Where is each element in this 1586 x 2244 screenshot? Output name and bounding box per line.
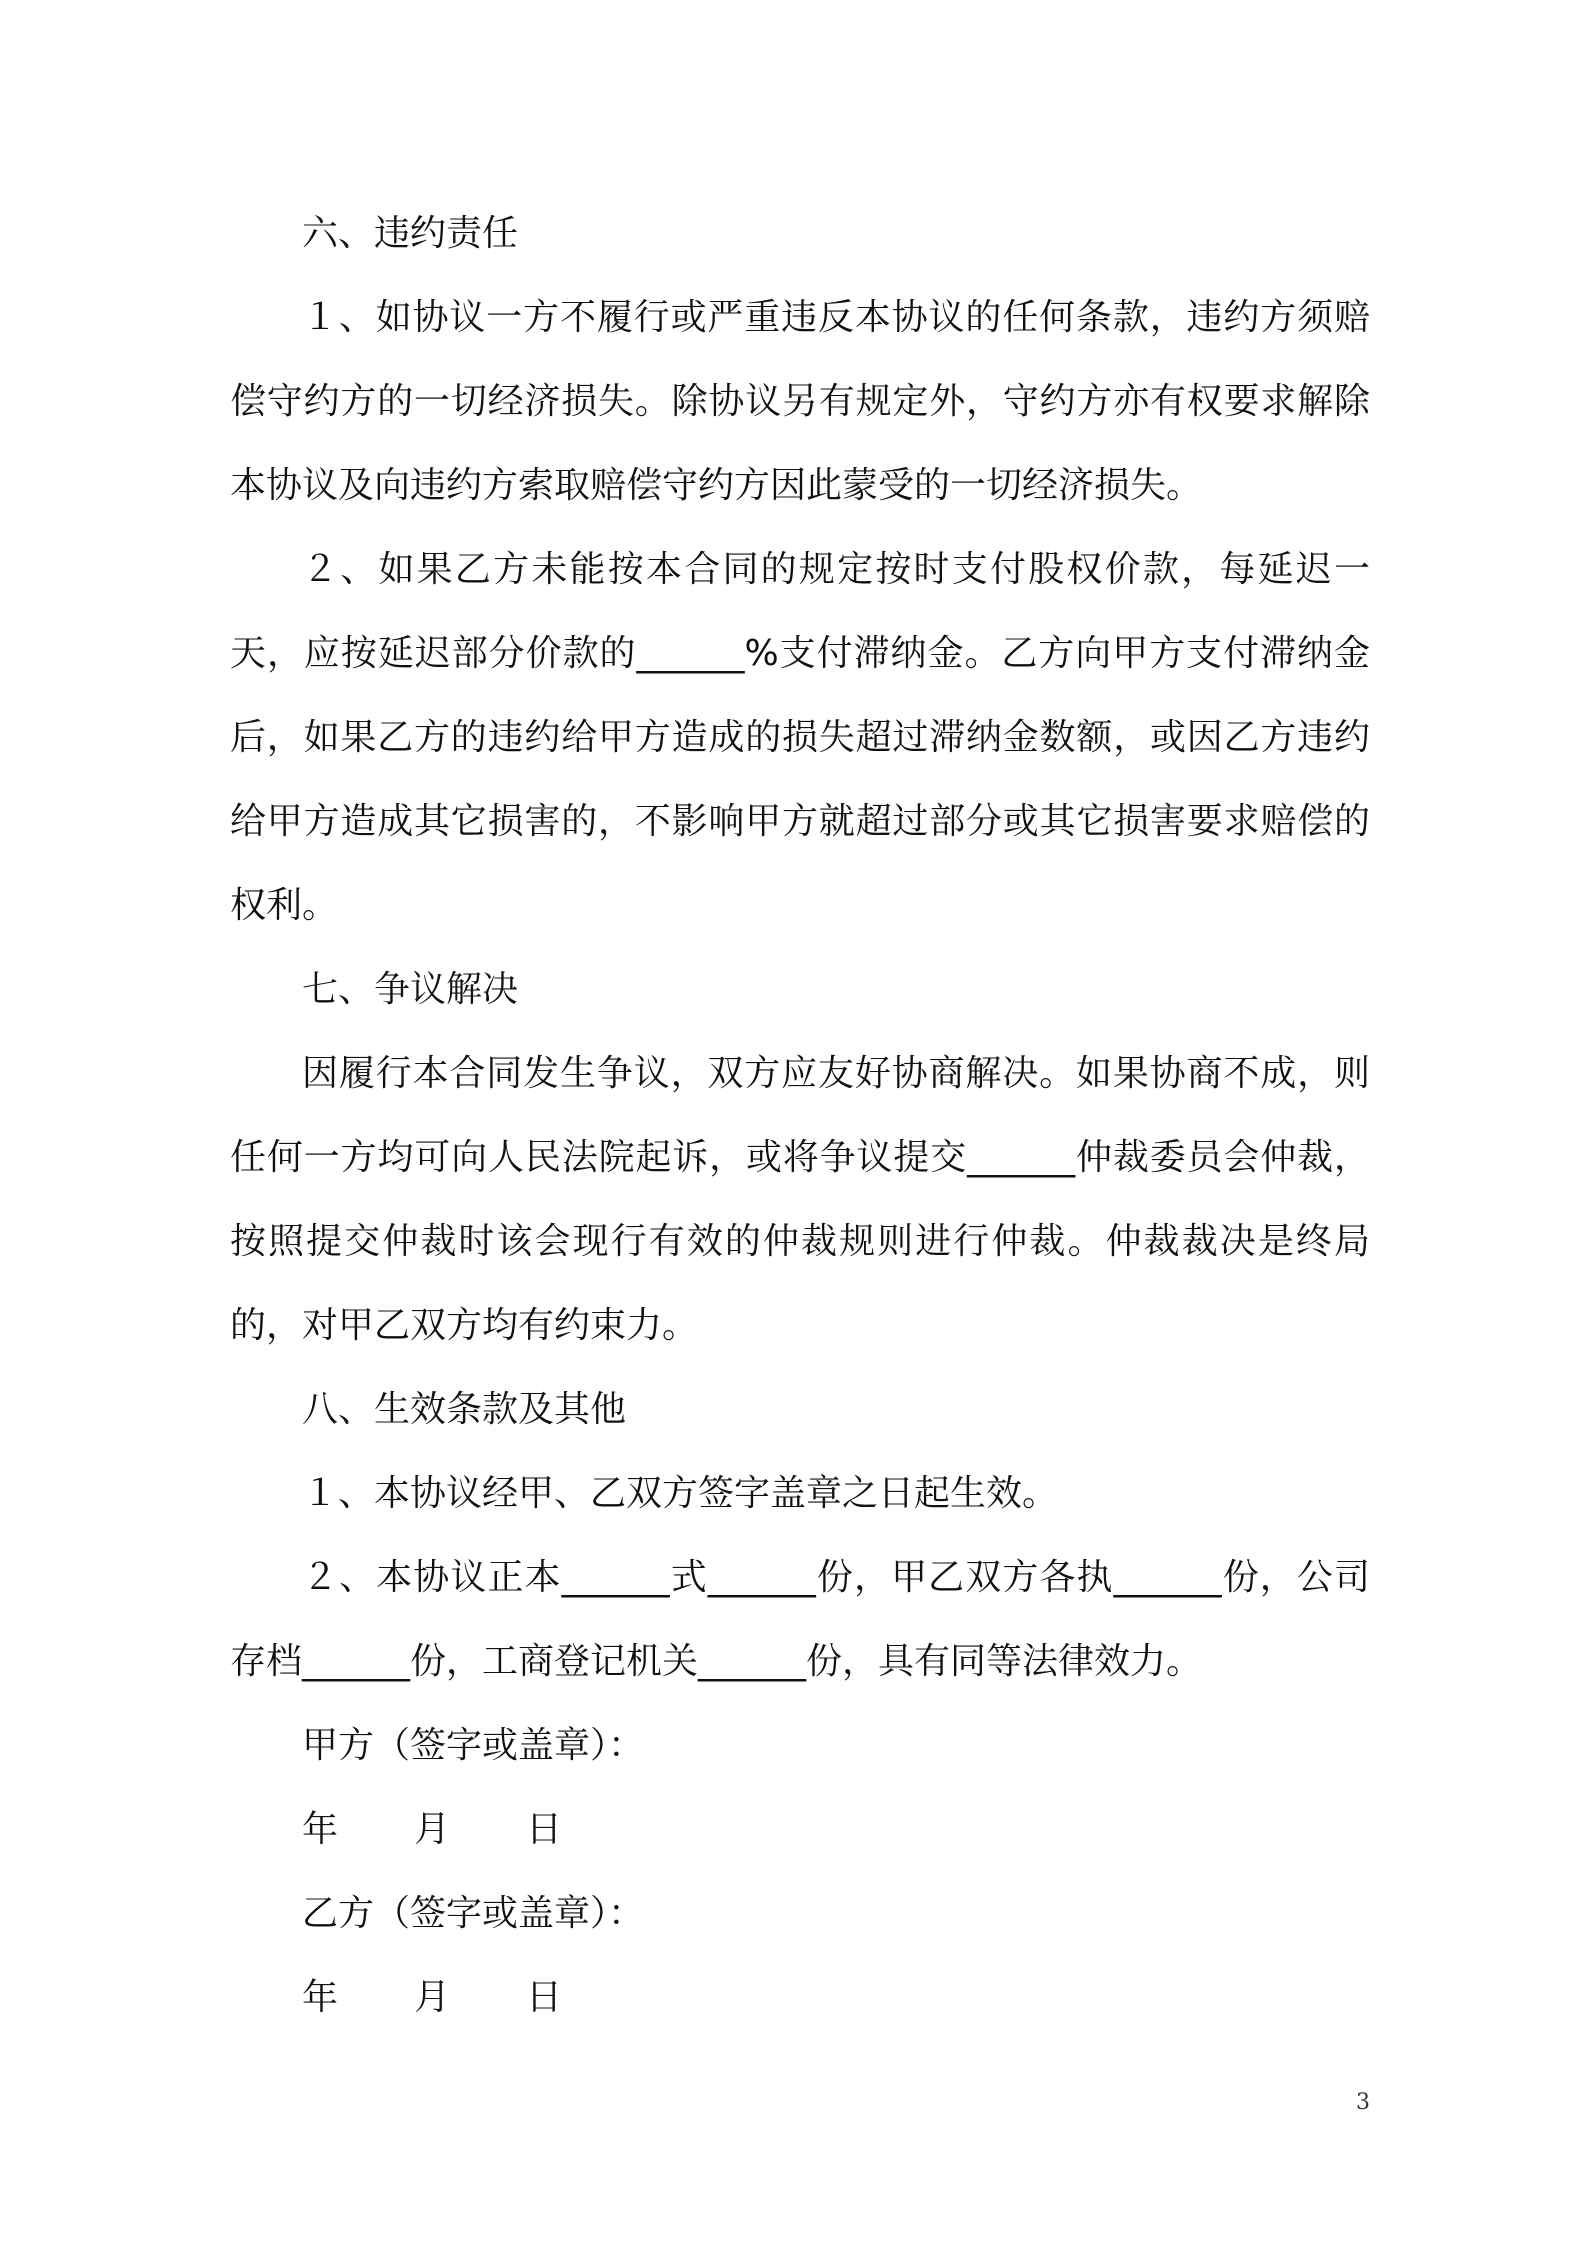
date-day-label: 日 bbox=[526, 1977, 563, 2018]
date-day-label: 日 bbox=[526, 1809, 563, 1850]
party-b-date-line bbox=[230, 1956, 1370, 2040]
section-heading-dispute-resolution: 七、争议解决 bbox=[302, 969, 519, 1010]
page-number: 3 bbox=[1356, 2090, 1370, 2115]
section-heading-breach-liability: 六、违约责任 bbox=[302, 213, 519, 254]
document-body bbox=[230, 192, 1370, 2040]
party-b-signature-line: 乙方（签字或盖章）： bbox=[302, 1893, 645, 1934]
breach-clause-1: １、如协议一方不履行或严重违反本协议的任何条款，违约方须赔偿守约方的一切经济损失。除协议另有规定外，守约方亦有权要求解除本协议及向违约方索取赔偿守约方因此蒙受的一切经济损失。 bbox=[230, 297, 1370, 506]
dispute-clause: 因履行本合同发生争议，双方应友好协商解决。如果协商不成，则任何一方均可向人民法院起诉，或将争议提交______仲裁委员会仲裁，按照提交仲裁时该会现行有效的仲裁规则进行仲裁。仲裁裁决是终局的，对甲乙双方均有约束力。 bbox=[230, 1053, 1370, 1346]
breach-clause-2: ２、如果乙方未能按本合同的规定按时支付股权价款，每延迟一天，应按延迟部分价款的______%支付滞纳金。乙方向甲方支付滞纳金后，如果乙方的违约给甲方造成的损失超过滞纳金数额，或因乙方违约给甲方造成其它损害的，不影响甲方就超过部分或其它损害要求赔偿的权利。 bbox=[230, 549, 1370, 926]
party-a-signature-line: 甲方（签字或盖章）： bbox=[302, 1725, 645, 1766]
section-heading-effectiveness: 八、生效条款及其他 bbox=[302, 1389, 627, 1430]
date-year-label: 年 bbox=[302, 1977, 339, 2018]
date-year-label: 年 bbox=[302, 1809, 339, 1850]
date-month-label: 月 bbox=[414, 1977, 451, 2018]
party-a-date-line bbox=[230, 1788, 1370, 1872]
date-month-label: 月 bbox=[414, 1809, 451, 1850]
effectiveness-clause-2: ２、本协议正本______式______份，甲乙双方各执______份，公司存档______份，工商登记机关______份，具有同等法律效力。 bbox=[230, 1557, 1370, 1682]
effectiveness-clause-1: １、本协议经甲、乙双方签字盖章之日起生效。 bbox=[302, 1473, 1059, 1514]
